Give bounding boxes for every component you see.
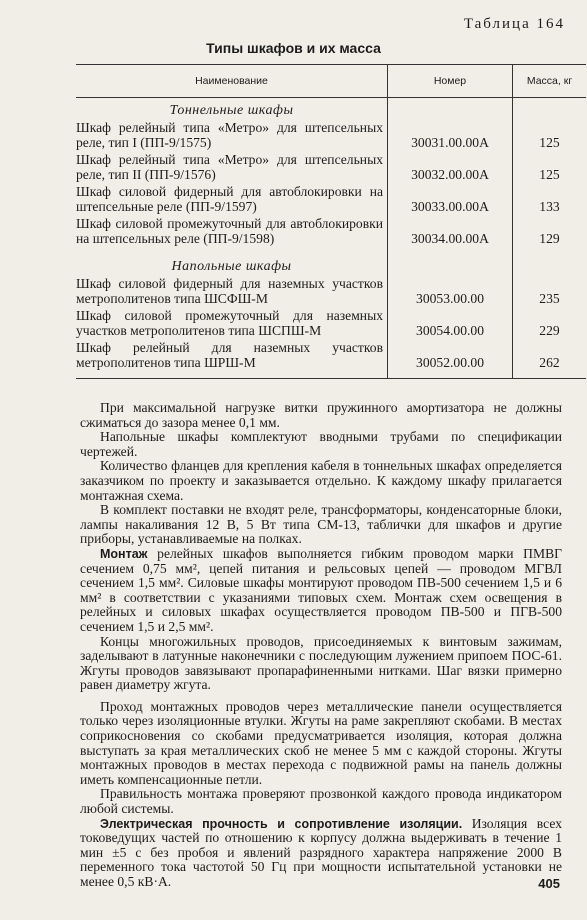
- cabinet-mass: 125: [539, 135, 560, 150]
- paragraph-lead: Электрическая прочность и сопротивление изоляции.: [100, 816, 463, 831]
- cabinet-number: 30054.00.00: [388, 306, 513, 338]
- paragraph: Проход монтажных проводов через металлические панели осуществляется только через изоляционные втулки. Жгуты на раме закрепляют скобами. В местах соприкосновения со скобами предусматривается изоляция, которая должна выступать за края металлических скоб не менее 5 мм с каждой стороны. Жгуты монтажных проводов в местах перехода с подвижной рамы на панель должны иметь компенсационные петли.: [80, 698, 562, 787]
- table-row: [76, 274, 586, 306]
- cabinet-mass: 125: [539, 167, 560, 182]
- table-row: [76, 338, 586, 370]
- paragraph: Напольные шкафы комплектуют вводными трубами по спецификации чертежей.: [80, 429, 562, 459]
- table-row: [76, 214, 586, 246]
- cabinet-mass: 133: [539, 199, 560, 214]
- paragraph-insulation: [80, 817, 562, 890]
- table-row: [76, 306, 586, 338]
- cabinet-mass: 229: [539, 323, 560, 338]
- cabinet-mass: 235: [539, 291, 560, 306]
- cabinet-name: Шкаф силовой промежуточный для наземных участков метрополитенов типа ШСПШ-М: [76, 308, 383, 338]
- cabinet-name: Шкаф релейный типа «Метро» для штепсельных реле, тип II (ПП-9/1576): [76, 152, 383, 182]
- paragraph: При максимальной нагрузке витки пружинного амортизатора не должны сжиматься до зазора менее 0,1 мм.: [80, 400, 562, 430]
- column-header-number: Номер: [388, 65, 513, 98]
- table-title: Типы шкафов и их масса: [206, 40, 381, 56]
- page-number: 405: [538, 876, 560, 891]
- paragraph-lead: Монтаж: [100, 546, 148, 561]
- cabinet-number: 30033.00.00А: [388, 182, 513, 214]
- table-number: Таблица 164: [463, 16, 565, 32]
- cabinet-name: Шкаф силовой промежуточный для автоблокировки на штепсельных реле (ПП-9/1598): [76, 216, 383, 246]
- paragraph: Количество фланцев для крепления кабеля в тоннельных шкафах определяется заказчиком по проекту и заказывается отдельно. К каждому шкафу прилагается монтажная схема.: [80, 458, 562, 503]
- cabinet-name: Шкаф релейный типа «Метро» для штепсельных реле, тип I (ПП-9/1575): [76, 120, 383, 150]
- table-row: [76, 118, 586, 150]
- paragraph: Правильность монтажа проверяют прозвонкой каждого провода индикатором любой системы.: [80, 786, 562, 817]
- cabinet-types-table: [76, 64, 586, 379]
- paragraph-mounting: [80, 547, 562, 635]
- cabinet-number: 30032.00.00А: [388, 150, 513, 182]
- cabinet-name: Шкаф силовой фидерный для наземных участков метрополитенов типа ШСФШ-М: [76, 276, 383, 306]
- column-header-mass: Масса, кг: [513, 65, 587, 98]
- column-header-name: Наименование: [76, 65, 388, 98]
- paragraph-body: Изоляция всех токоведущих частей по отношению к корпусу должна выдерживать в течение 1 мин ±5 с без пробоя и явлений разрядного характера напряжение 2000 В переменного тока частотой 50 Гц при мощности испытательной установки не менее 0,5 кВ·А.: [80, 815, 562, 889]
- cabinet-number: 30053.00.00: [388, 274, 513, 306]
- body-text: [80, 401, 562, 890]
- cabinet-mass: 262: [539, 355, 560, 370]
- table-row: [76, 150, 586, 182]
- paragraph-body: релейных шкафов выполняется гибким проводом марки ПМВГ сечением 0,75 мм², цепей питания и рельсовых цепей — проводом МГВЛ сечением 1,5 мм². Силовые шкафы монтируют проводом ПВ-500 сечением 1,5 и 6 мм² в соответствии с указаниями типовых схем. Монтаж схем освещения в релейных и силовых шкафах осуществляется проводом ПВ-500 и ПГВ-500 сечением 1,5 и 2,5 мм².: [80, 545, 562, 634]
- cabinet-mass: 129: [539, 231, 560, 246]
- paragraph: Концы многожильных проводов, присоединяемых к винтовым зажимам, заделывают в латунные наконечники с последующим лужением припоем ПОС-61. Жгуты проводов завязывают пропарафиненными нитками. Шаг вязки примерно равен диаметру жгута.: [80, 633, 562, 693]
- cabinet-name: Шкаф силовой фидерный для автоблокировки на штепсельные реле (ПП-9/1597): [76, 184, 383, 214]
- cabinet-number: 30034.00.00А: [388, 214, 513, 246]
- table-row: [76, 182, 586, 214]
- section-title-tunnel: Тоннельные шкафы: [169, 103, 294, 118]
- section-title-floor: Напольные шкафы: [171, 259, 292, 274]
- cabinet-number: 30031.00.00А: [388, 118, 513, 150]
- table-header-row: [76, 65, 586, 98]
- cabinet-name: Шкаф релейный для наземных участков метрополитенов типа ШРШ-М: [76, 340, 383, 370]
- paragraph: В комплект поставки не входят реле, трансформаторы, конденсаторные блоки, лампы накаливания 12 В, 5 Вт типа СМ-13, таблички для шкафов и другие приборы, устанавливаемые на полках.: [80, 502, 562, 547]
- cabinet-number: 30052.00.00: [388, 338, 513, 370]
